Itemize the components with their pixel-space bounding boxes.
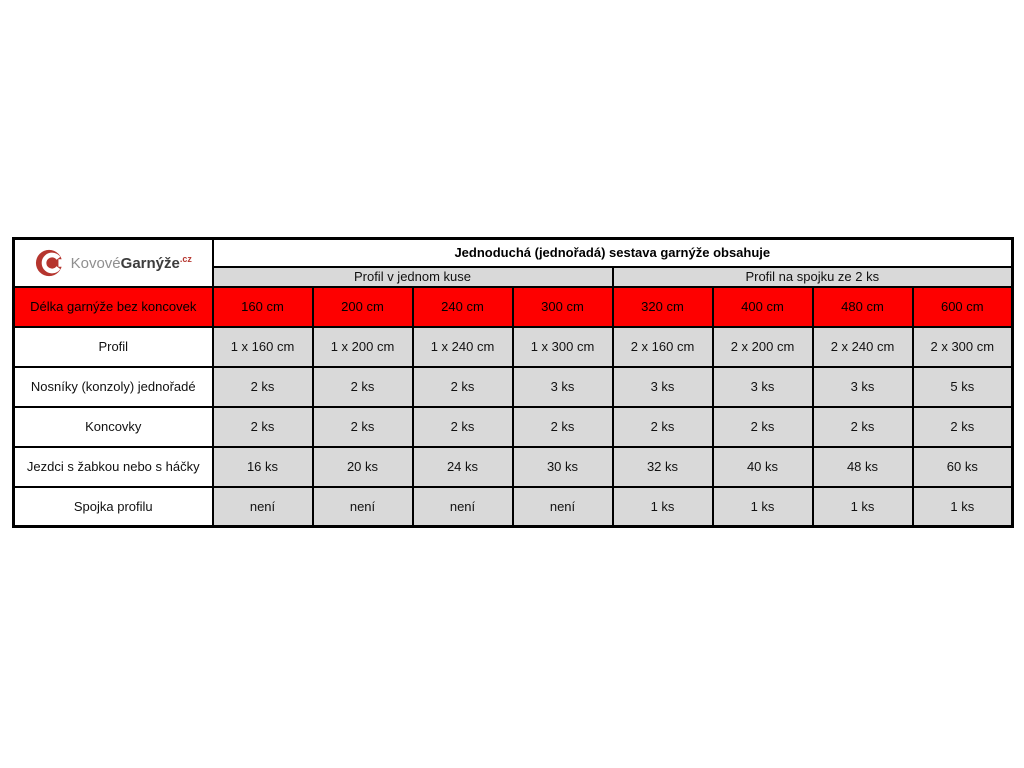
brand-logo: [17, 248, 210, 278]
brand-logo-cell: [14, 239, 213, 287]
table-cell: 2 x 200 cm: [713, 327, 813, 367]
row-label-koncovky: Koncovky: [14, 407, 213, 447]
table-cell: 1 x 300 cm: [513, 327, 613, 367]
table-cell: 400 cm: [713, 287, 813, 327]
brand-first: Kovové: [70, 254, 121, 272]
brand-tld: .cz: [179, 253, 192, 264]
table-cell: 3 ks: [813, 367, 913, 407]
table-cell: 1 ks: [813, 487, 913, 527]
table-cell: 3 ks: [613, 367, 713, 407]
table-cell: 5 ks: [913, 367, 1013, 407]
table-cell: 2 ks: [313, 407, 413, 447]
garnyze-spec-table: [12, 237, 1014, 528]
table-cell: není: [213, 487, 313, 527]
table-cell: 3 ks: [713, 367, 813, 407]
table-cell: není: [313, 487, 413, 527]
table-cell: 2 ks: [713, 407, 813, 447]
table-cell: 48 ks: [813, 447, 913, 487]
table-cell: není: [513, 487, 613, 527]
row-label-profil: Profil: [14, 327, 213, 367]
table-cell: 2 ks: [813, 407, 913, 447]
table-cell: 2 ks: [213, 407, 313, 447]
table-cell: 2 x 300 cm: [913, 327, 1013, 367]
table-cell: 1 x 240 cm: [413, 327, 513, 367]
table-title: Jednoduchá (jednořadá) sestava garnýže obsahuje: [213, 239, 1013, 267]
table-cell: 60 ks: [913, 447, 1013, 487]
row-label-delka: Délka garnýže bez koncovek: [14, 287, 213, 327]
table-cell: 3 ks: [513, 367, 613, 407]
table-cell: 1 x 200 cm: [313, 327, 413, 367]
brand-second: Garnýže: [120, 254, 180, 272]
table-cell: 600 cm: [913, 287, 1013, 327]
double-c-icon: [35, 248, 65, 278]
table-cell: 1 ks: [913, 487, 1013, 527]
table-cell: 320 cm: [613, 287, 713, 327]
group-header-single-piece: Profil v jednom kuse: [213, 267, 613, 287]
group-header-joined: Profil na spojku ze 2 ks: [613, 267, 1013, 287]
table-cell: 300 cm: [513, 287, 613, 327]
table-cell: 2 x 160 cm: [613, 327, 713, 367]
table-cell: 160 cm: [213, 287, 313, 327]
row-label-nosniky: Nosníky (konzoly) jednořadé: [14, 367, 213, 407]
table-cell: 16 ks: [213, 447, 313, 487]
table-cell: 240 cm: [413, 287, 513, 327]
row-label-spojka: Spojka profilu: [14, 487, 213, 527]
table-cell: 480 cm: [813, 287, 913, 327]
table-cell: 2 ks: [613, 407, 713, 447]
table-cell: 2 ks: [413, 367, 513, 407]
table-cell: 2 ks: [913, 407, 1013, 447]
table-cell: 1 x 160 cm: [213, 327, 313, 367]
brand-wordmark: [71, 254, 192, 272]
table-cell: 1 ks: [613, 487, 713, 527]
table-cell: 40 ks: [713, 447, 813, 487]
table-cell: není: [413, 487, 513, 527]
table-cell: 1 ks: [713, 487, 813, 527]
table-cell: 200 cm: [313, 287, 413, 327]
table-cell: 20 ks: [313, 447, 413, 487]
table-cell: 2 ks: [213, 367, 313, 407]
table-cell: 2 ks: [313, 367, 413, 407]
table-cell: 2 x 240 cm: [813, 327, 913, 367]
row-label-jezdci: Jezdci s žabkou nebo s háčky: [14, 447, 213, 487]
table-cell: 32 ks: [613, 447, 713, 487]
table-cell: 30 ks: [513, 447, 613, 487]
table-cell: 2 ks: [413, 407, 513, 447]
table-cell: 24 ks: [413, 447, 513, 487]
table-cell: 2 ks: [513, 407, 613, 447]
